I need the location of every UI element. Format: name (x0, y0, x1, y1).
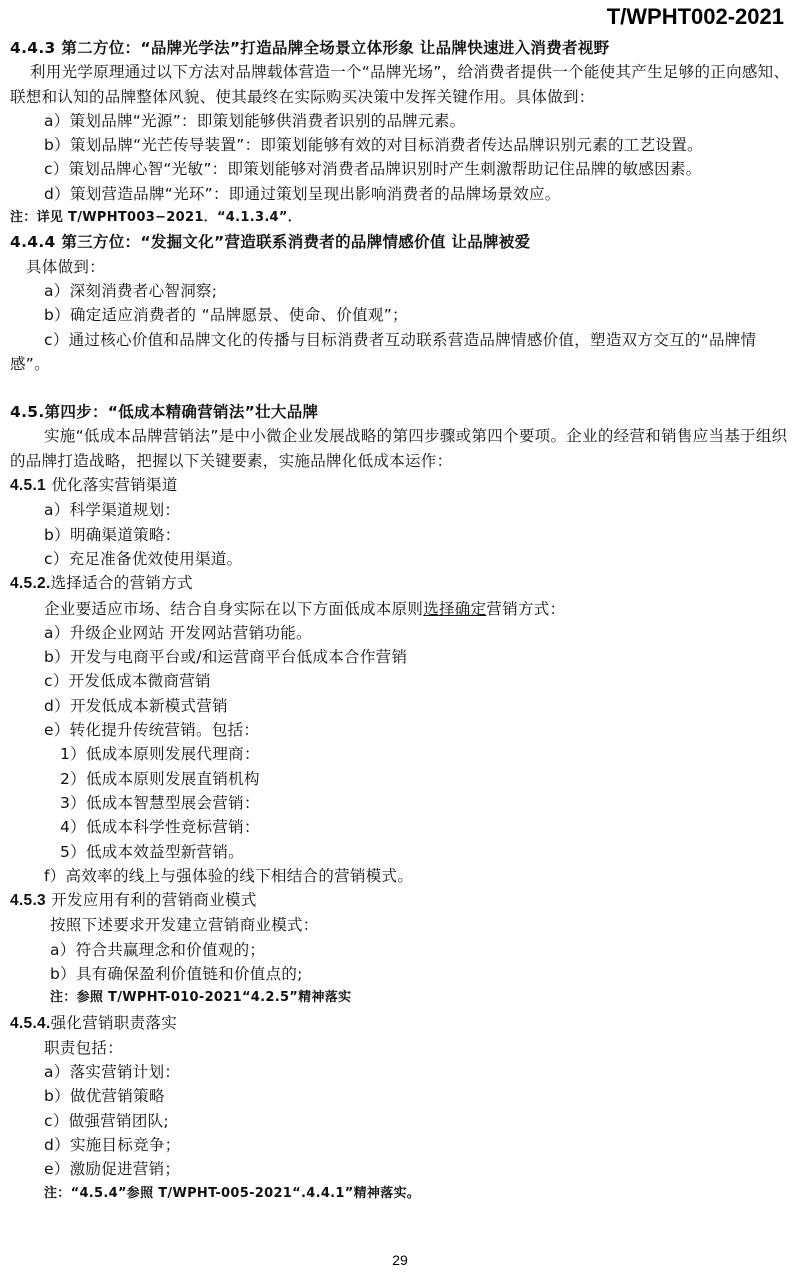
list-item-c: c）做强营销团队; (44, 1111, 169, 1130)
section-4-5-2-heading (10, 571, 790, 596)
section-4-5-1-heading (10, 473, 790, 498)
list-item-b: b）策划品牌“光芒传导装置”：即策划能够有效的对目标消费者传达品牌识别元素的工艺设置。 (44, 136, 703, 155)
list-item-b: b）开发与电商平台或/和运营商平台低成本合作营销 (44, 648, 408, 667)
section-4-4-4-intro: 具体做到： (26, 257, 106, 276)
list-item-c: c）充足准备优效使用渠道。 (44, 549, 243, 568)
section-title: 强化营销职责落实 (50, 1013, 177, 1032)
list-item-e: e）转化提升传统营销。包括： (44, 721, 260, 740)
section-4-4-3-note: 注：详见 T/WPHT003−2021．“4.1.3.4”． (10, 210, 302, 226)
list-item-a: a）科学渠道规划： (44, 501, 181, 520)
section-number: 4.5.2. (10, 575, 51, 593)
section-title: 优化落实营销渠道 (51, 476, 178, 495)
list-item-d: d）策划营造品牌“光环”：即通过策划呈现出影响消费者的品牌场景效应。 (44, 184, 561, 203)
list-item-a: a）策划品牌“光源”：即策划能够供消费者识别的品牌元素。 (44, 111, 466, 130)
section-4-4-3-heading: 4.4.3 第二方位：“品牌光学法”打造品牌全场景立体形象 让品牌快速进入消费者视野 (10, 39, 610, 57)
spacer (10, 376, 790, 400)
section-number: 4.5.4. (10, 1014, 51, 1032)
section-4-5-3-heading (10, 888, 790, 913)
list-item-a: a）升级企业网站 开发网站营销功能。 (44, 623, 312, 642)
list-item-b: b）做优营销策略 (44, 1087, 165, 1106)
list-item-b: b）具有确保盈利价值链和价值点的; (50, 964, 303, 983)
sub-item-2: 2）低成本原则发展直销机构 (60, 769, 260, 788)
section-4-5-2-intro (10, 597, 790, 621)
section-4-5-4-note: 注：“4.5.4”参照 T/WPHT-005-2021“.4.4.1”精神落实。 (44, 1185, 421, 1201)
page-number: 29 (392, 1252, 408, 1268)
underlined-text: 选择确定 (423, 599, 487, 618)
list-item-b: b）确定适应消费者的 “品牌愿景、使命、价值观”； (44, 306, 408, 325)
list-item-d: d）开发低成本新模式营销 (44, 696, 228, 715)
sub-item-1: 1）低成本原则发展代理商： (60, 745, 260, 764)
sub-item-3: 3）低成本智慧型展会营销： (60, 793, 260, 812)
list-item-d: d）实施目标竞争； (44, 1136, 181, 1155)
section-4-5-paragraph: 实施“低成本品牌营销法”是中小微企业发展战略的第四步骤或第四个要项。企业的经营和销售应当基于组织的品牌打造战略，把握以下关键要素，实施品牌化低成本运作： (10, 427, 788, 470)
section-4-5-heading: 4.5.第四步：“低成本精确营销法”壮大品牌 (10, 403, 319, 422)
list-item-a: a）落实营销计划： (44, 1063, 181, 1082)
list-item-f: f）高效率的线上与强体验的线下相结合的营销模式。 (44, 866, 414, 885)
section-number: 4.5.3 (10, 892, 46, 910)
section-4-4-4-heading: 4.4.4 第三方位：“发掘文化”营造联系消费者的品牌情感价值 让品牌被爱 (10, 233, 531, 252)
intro-text-end: 营销方式： (486, 599, 566, 618)
sub-item-4: 4）低成本科学性竞标营销： (60, 818, 260, 837)
sub-item-5: 5）低成本效益型新营销。 (60, 842, 244, 861)
list-item-a: a）符合共赢理念和价值观的； (50, 940, 266, 959)
document-id: T/WPHT002-2021 (606, 4, 784, 29)
section-4-5-3-intro: 按照下述要求开发建立营销商业模式： (50, 916, 319, 935)
list-item-c: c）策划品牌心智“光敏”：即策划能够对消费者品牌识别时产生刺激帮助记住品牌的敏感因素。 (44, 160, 702, 179)
list-item-e: e）激励促进营销； (44, 1160, 181, 1179)
section-4-5-3-note: 注：参照 T/WPHT-010-2021“4.2.5”精神落实 (50, 990, 352, 1006)
list-item-c: c）开发低成本微商营销 (44, 672, 211, 691)
list-item-b: b）明确渠道策略： (44, 525, 181, 544)
section-4-4-3-paragraph: 利用光学原理通过以下方法对品牌载体营造一个“品牌光场”，给消费者提供一个能使其产生足够的正向感知、联想和认知的品牌整体风貌、使其最终在实际购买决策中发挥关键作用。具体做到： (10, 63, 790, 106)
section-4-5-4-heading (10, 1011, 790, 1036)
section-number: 4.5.1 (10, 477, 46, 495)
intro-text: 企业要适应市场、结合自身实际在以下方面低成本原则 (44, 599, 424, 618)
section-title: 选择适合的营销方式 (50, 574, 193, 593)
section-title: 开发应用有利的营销商业模式 (51, 891, 257, 910)
list-item-c: c）通过核心价值和品牌文化的传播与目标消费者互动联系营造品牌情感价值，塑造双方交互的“品牌情感”。 (10, 330, 757, 373)
page-content (10, 36, 790, 1206)
list-item-a: a）深刻消费者心智洞察; (44, 281, 218, 300)
section-4-5-4-intro: 职责包括： (44, 1038, 124, 1057)
